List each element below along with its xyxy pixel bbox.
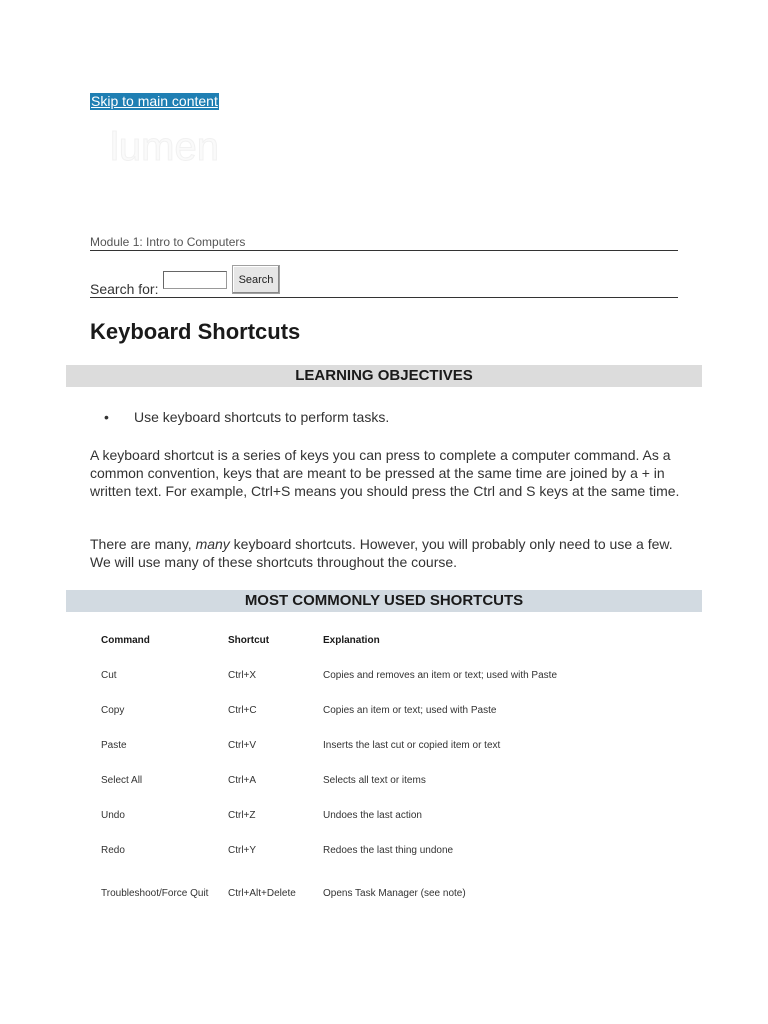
search-label: Search for: — [90, 281, 159, 297]
table-row — [90, 693, 623, 728]
table-row — [90, 763, 623, 798]
table-header-row — [90, 623, 623, 658]
table-row — [90, 833, 623, 868]
table-row — [90, 798, 623, 833]
column-header-explanation: Explanation — [323, 634, 380, 646]
bullet-icon: • — [104, 409, 109, 425]
second-paragraph — [90, 535, 690, 571]
table-row — [90, 868, 623, 920]
learning-objectives-heading: LEARNING OBJECTIVES — [66, 365, 702, 387]
objective-text: Use keyboard shortcuts to perform tasks. — [134, 409, 390, 425]
shortcut-cell: Ctrl+C — [228, 704, 257, 716]
command-cell: Troubleshoot/Force Quit — [101, 888, 209, 899]
command-cell: Copy — [101, 704, 125, 716]
search-bar — [90, 265, 678, 298]
column-header-command: Command — [101, 634, 150, 646]
table-row — [90, 728, 623, 763]
table-row — [90, 658, 623, 693]
second-paragraph-start: There are many, — [90, 536, 196, 552]
shortcut-cell: Ctrl+V — [228, 739, 257, 751]
second-paragraph-end: keyboard shortcuts. However, you will probably only need to use a few. We will use many of these shortcuts throughout the course. — [90, 536, 673, 570]
command-cell: Redo — [101, 844, 125, 856]
column-header-shortcut: Shortcut — [228, 634, 270, 646]
explanation-cell: Undoes the last action — [323, 809, 422, 821]
site-logo — [90, 118, 235, 180]
shortcuts-table — [90, 623, 623, 920]
explanation-cell: Inserts the last cut or copied item or text — [323, 739, 501, 751]
command-cell: Paste — [101, 739, 127, 751]
page-title: Keyboard Shortcuts — [90, 319, 301, 344]
skip-to-main-content-link[interactable]: Skip to main content — [91, 93, 218, 109]
shortcut-cell: Ctrl+Z — [228, 809, 256, 821]
command-cell: Cut — [101, 669, 117, 681]
search-input[interactable] — [163, 271, 227, 289]
explanation-cell: Selects all text or items — [323, 774, 426, 786]
explanation-cell: Redoes the last thing undone — [323, 844, 454, 856]
shortcut-cell: Ctrl+Y — [228, 844, 257, 856]
command-cell: Select All — [101, 774, 143, 786]
logo-text: lumen — [110, 125, 219, 169]
emphasis-text: many — [195, 536, 230, 552]
objective-item — [104, 409, 389, 425]
explanation-cell: Copies and removes an item or text; used with Paste — [323, 669, 558, 681]
command-cell: Undo — [101, 809, 125, 821]
breadcrumb[interactable]: Module 1: Intro to Computers — [90, 235, 678, 251]
intro-paragraph: A keyboard shortcut is a series of keys you can press to complete a computer command. As a common convention, keys that are meant to be pressed at the same time are joined by a + in written text. For example, Ctrl+S means you should press the Ctrl and S keys at the same time. — [90, 447, 680, 499]
shortcut-cell: Ctrl+X — [228, 669, 257, 681]
shortcut-cell: Ctrl+Alt+Delete — [228, 888, 296, 899]
explanation-cell: Opens Task Manager (see note) — [323, 888, 466, 899]
search-button[interactable]: Search — [232, 265, 280, 294]
shortcut-cell: Ctrl+A — [228, 774, 257, 786]
explanation-cell: Copies an item or text; used with Paste — [323, 704, 497, 716]
shortcuts-heading: MOST COMMONLY USED SHORTCUTS — [66, 590, 702, 612]
